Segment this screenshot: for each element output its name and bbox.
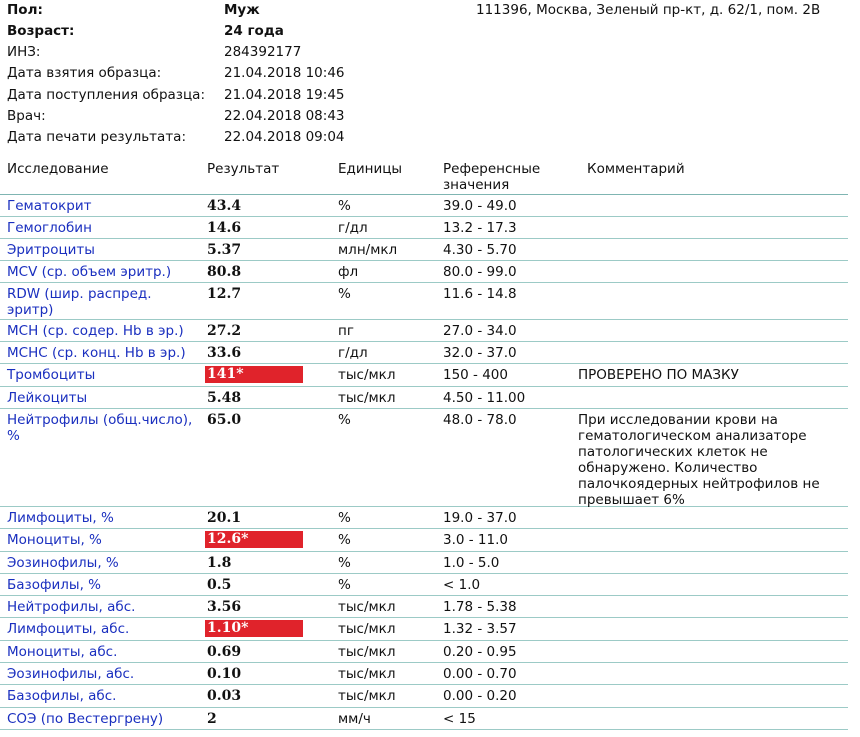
table-row: [0, 217, 848, 239]
sample-received-value: 21.04.2018 19:45: [224, 87, 345, 103]
units: тыс/мкл: [338, 688, 396, 704]
table-row: [0, 320, 848, 342]
doctor-row: [0, 106, 860, 128]
result-value: 0.5: [207, 577, 232, 593]
table-row: [0, 574, 848, 596]
result-value: 33.6: [207, 345, 242, 361]
units: тыс/мкл: [338, 621, 396, 637]
header-test: Исследование: [7, 161, 109, 177]
result-value: 5.37: [207, 242, 242, 258]
result-value: 80.8: [207, 264, 242, 280]
table-row: [0, 529, 848, 552]
sample-taken-row: [0, 63, 860, 85]
reference-range: 4.50 - 11.00: [443, 390, 526, 406]
table-row: [0, 641, 848, 663]
reference-range: 27.0 - 34.0: [443, 323, 517, 339]
units: пг: [338, 323, 354, 339]
table-row: [0, 195, 848, 217]
flagged-result: 1.10*: [205, 620, 303, 637]
reference-range: 0.20 - 0.95: [443, 644, 517, 660]
inz-row: [0, 42, 860, 64]
reference-range: 13.2 - 17.3: [443, 220, 517, 236]
table-row: [0, 552, 848, 574]
result-value: 27.2: [207, 323, 242, 339]
inz-value: 284392177: [224, 44, 302, 60]
test-name: Эозинофилы, %: [7, 555, 119, 571]
comment: При исследовании крови на гематологическом анализаторе патологических клеток не обнаружено. Количество палочкоядерных нейтрофилов не превышает 6%: [578, 412, 820, 508]
test-name: Моноциты, %: [7, 532, 102, 548]
age-row: [0, 21, 860, 43]
result-value: 5.48: [207, 390, 242, 406]
table-row: [0, 507, 848, 529]
reference-range: 0.00 - 0.20: [443, 688, 517, 704]
reference-range: 80.0 - 99.0: [443, 264, 517, 280]
header-units: Единицы: [338, 161, 403, 177]
reference-range: < 1.0: [443, 577, 481, 593]
test-name: Лейкоциты: [7, 390, 88, 406]
units: г/дл: [338, 220, 368, 236]
units: %: [338, 577, 351, 593]
reference-range: 48.0 - 78.0: [443, 412, 517, 428]
units: тыс/мкл: [338, 599, 396, 615]
table-row: [0, 618, 848, 641]
doctor-value: 22.04.2018 08:43: [224, 108, 345, 124]
test-name: MCV (ср. объем эритр.): [7, 264, 172, 280]
units: млн/мкл: [338, 242, 398, 258]
test-name: Базофилы, %: [7, 577, 101, 593]
test-name: Тромбоциты: [7, 367, 96, 383]
result-value: 3.56: [207, 599, 242, 615]
units: тыс/мкл: [338, 390, 396, 406]
age-label: Возраст:: [7, 23, 75, 39]
result-value: 2: [207, 711, 217, 727]
table-row: [0, 261, 848, 283]
table-row: [0, 663, 848, 685]
test-name: Нейтрофилы, абс.: [7, 599, 136, 615]
comment: ПРОВЕРЕНО ПО МАЗКУ: [578, 367, 739, 383]
printed-row: [0, 127, 860, 149]
units: тыс/мкл: [338, 644, 396, 660]
result-value: 0.10: [207, 666, 242, 682]
test-name: Базофилы, абс.: [7, 688, 117, 704]
reference-range: 150 - 400: [443, 367, 508, 383]
doctor-label: Врач:: [7, 108, 46, 124]
units: %: [338, 286, 351, 302]
result-value: 1.8: [207, 555, 232, 571]
units: тыс/мкл: [338, 367, 396, 383]
units: %: [338, 198, 351, 214]
inz-label: ИНЗ:: [7, 44, 41, 60]
reference-range: 39.0 - 49.0: [443, 198, 517, 214]
lab-address: 111396, Москва, Зеленый пр-кт, д. 62/1, пом. 2В: [476, 2, 821, 18]
test-name: Лимфоциты, %: [7, 510, 114, 526]
test-name: Моноциты, абс.: [7, 644, 118, 660]
header-reference-line2: значения: [443, 177, 510, 193]
sex-value: Муж: [224, 2, 260, 18]
header-reference-line1: Референсные: [443, 161, 541, 177]
table-row: [0, 409, 848, 507]
test-name: Нейтрофилы (общ.число), %: [7, 412, 193, 444]
test-name: Лимфоциты, абс.: [7, 621, 130, 637]
units: г/дл: [338, 345, 368, 361]
test-name: Эозинофилы, абс.: [7, 666, 135, 682]
result-value: 65.0: [207, 412, 242, 428]
sample-received-row: [0, 85, 860, 107]
header-reference: [443, 161, 540, 193]
table-row: [0, 342, 848, 364]
reference-range: 1.0 - 5.0: [443, 555, 500, 571]
header-result: Результат: [207, 161, 280, 177]
reference-range: 1.32 - 3.57: [443, 621, 517, 637]
test-name: RDW (шир. распред. эритр): [7, 286, 152, 318]
patient-info: [0, 0, 860, 150]
units: %: [338, 412, 351, 428]
reference-range: 4.30 - 5.70: [443, 242, 517, 258]
sex-label: Пол:: [7, 2, 43, 18]
printed-value: 22.04.2018 09:04: [224, 129, 345, 145]
sample-taken-label: Дата взятия образца:: [7, 65, 162, 81]
test-name: Гематокрит: [7, 198, 92, 214]
result-value: 0.03: [207, 688, 242, 704]
units: тыс/мкл: [338, 666, 396, 682]
result-value: 20.1: [207, 510, 242, 526]
flagged-result: 12.6*: [205, 531, 303, 548]
results-table-header: [0, 159, 860, 195]
reference-range: 19.0 - 37.0: [443, 510, 517, 526]
table-row: [0, 364, 848, 387]
printed-label: Дата печати результата:: [7, 129, 187, 145]
flagged-result: 141*: [205, 366, 303, 383]
sex-row: [0, 0, 860, 22]
result-value: 43.4: [207, 198, 242, 214]
result-value: 14.6: [207, 220, 242, 236]
table-row: [0, 239, 848, 261]
units: %: [338, 510, 351, 526]
result-value: 0.69: [207, 644, 242, 660]
table-row: [0, 387, 848, 409]
units: фл: [338, 264, 359, 280]
sample-received-label: Дата поступления образца:: [7, 87, 205, 103]
reference-range: 1.78 - 5.38: [443, 599, 517, 615]
test-name: MCH (ср. содер. Hb в эр.): [7, 323, 184, 339]
table-row: [0, 708, 848, 730]
reference-range: 3.0 - 11.0: [443, 532, 508, 548]
test-name: MCHC (ср. конц. Hb в эр.): [7, 345, 186, 361]
age-value: 24 года: [224, 23, 284, 39]
test-name: Эритроциты: [7, 242, 95, 258]
test-name: СОЭ (по Вестергрену): [7, 711, 164, 727]
table-row: [0, 685, 848, 708]
units: %: [338, 532, 351, 548]
reference-range: 0.00 - 0.70: [443, 666, 517, 682]
result-value: 12.7: [207, 286, 242, 302]
sample-taken-value: 21.04.2018 10:46: [224, 65, 345, 81]
reference-range: < 15: [443, 711, 476, 727]
reference-range: 11.6 - 14.8: [443, 286, 517, 302]
units: мм/ч: [338, 711, 371, 727]
table-row: [0, 596, 848, 618]
units: %: [338, 555, 351, 571]
test-name: Гемоглобин: [7, 220, 92, 236]
reference-range: 32.0 - 37.0: [443, 345, 517, 361]
table-row: [0, 283, 848, 320]
header-comment: Комментарий: [587, 161, 685, 177]
